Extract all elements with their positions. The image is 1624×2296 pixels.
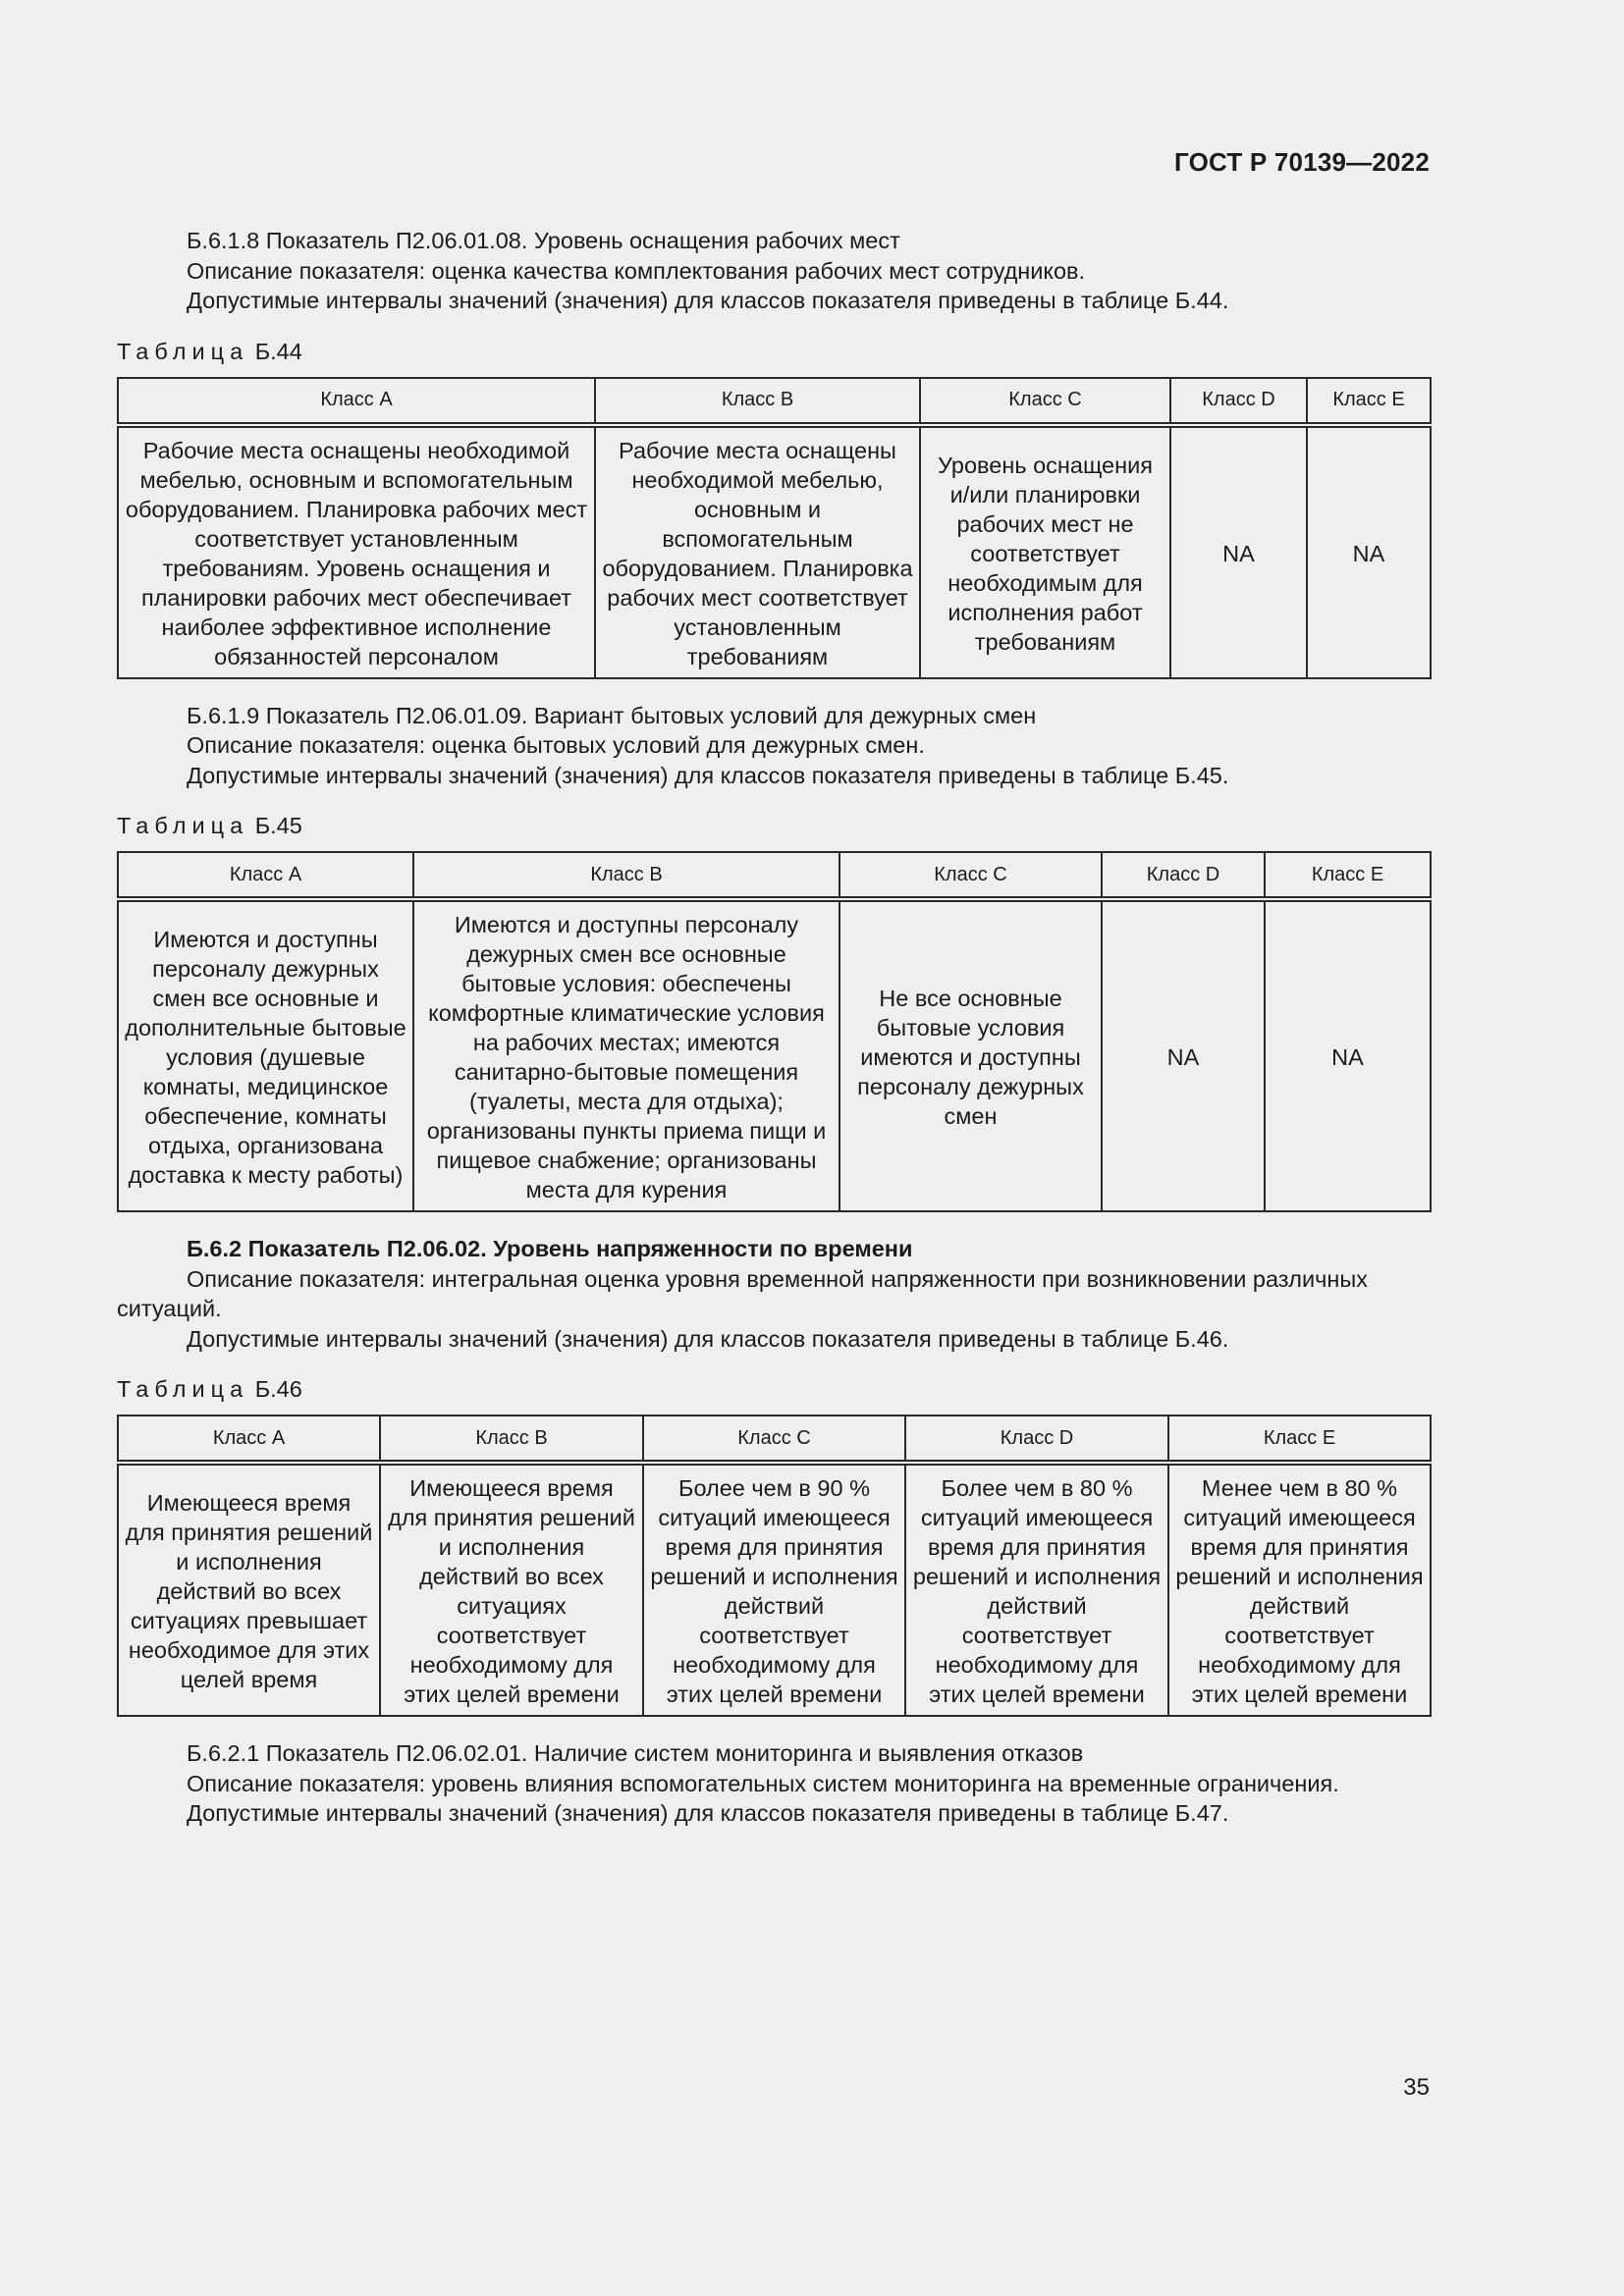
section-description: Описание показателя: интегральная оценка уровня временной напряженности при возникновении различных ситуаций. [117,1265,1368,1321]
column-header: Класс D [905,1415,1168,1463]
table-cell: Менее чем в 80 % ситуаций имеющееся время для принятия решений и исполнения действий соответствует необходимому для этих целей времени [1168,1463,1431,1716]
section-title: Б.6.1.9 Показатель П2.06.01.09. Вариант бытовых условий для дежурных смен [187,702,1037,728]
column-header: Класс B [413,852,839,899]
column-header: Класс A [118,1415,380,1463]
column-header: Класс D [1102,852,1265,899]
column-header: Класс C [643,1415,905,1463]
section-reference: Допустимые интервалы значений (значения) для классов показателя приведены в таблице Б.45. [187,762,1229,788]
table-row [118,425,1431,678]
table-cell: Рабочие места оснащены необходимой мебелью, основным и вспомогательным оборудованием. Планировка рабочих мест соответствует установленным требованиям. Уровень оснащения и планировки рабочих мест обеспечивает наиболее эффективное исполнение обязанностей персоналом [118,425,595,678]
section-description: Описание показателя: уровень влияния вспомогательных систем мониторинга на временные ограничения. [187,1770,1339,1796]
table-cell: Не все основные бытовые условия имеются и доступны персоналу дежурных смен [839,899,1102,1211]
section-title: Б.6.2.1 Показатель П2.06.02.01. Наличие систем мониторинга и выявления отказов [187,1740,1084,1766]
table-b44 [117,377,1432,679]
table-header-row [118,378,1431,425]
page-content [117,226,1430,1829]
table-header-row [118,1415,1431,1463]
table-cell: Имеются и доступны персоналу дежурных смен все основные и дополнительные бытовые условия (душевые комнаты, медицинское обеспечение, комнаты отдыха, организована доставка к месту работы) [118,899,413,1211]
table-cell: Имеющееся время для принятия решений и исполнения действий во всех ситуациях превышает необходимое для этих целей время [118,1463,380,1716]
page-number: 35 [1403,2074,1430,2101]
table-row [118,899,1431,1211]
column-header: Класс E [1265,852,1431,899]
table-b45 [117,851,1432,1212]
table-caption [117,1375,1430,1403]
table-cell: NA [1102,899,1265,1211]
table-caption-number: Б.45 [254,813,302,838]
section-description: Описание показателя: оценка качества комплектования рабочих мест сотрудников. [187,257,1086,284]
table-cell: NA [1265,899,1431,1211]
column-header: Класс E [1168,1415,1431,1463]
section-reference: Допустимые интервалы значений (значения) для классов показателя приведены в таблице Б.44. [187,288,1229,313]
column-header: Класс E [1307,378,1431,425]
table-cell: Уровень оснащения и/или планировки рабочих мест не соответствует необходимым для исполнения работ требованиям [920,425,1170,678]
table-caption-number: Б.44 [254,338,302,364]
table-caption-word: Таблица [117,813,249,838]
table-caption [117,338,1430,365]
table-cell: Рабочие места оснащены необходимой мебелью, основным и вспомогательным оборудованием. Планировка рабочих мест соответствует установленным требованиям [595,425,920,678]
section-reference: Допустимые интервалы значений (значения) для классов показателя приведены в таблице Б.47. [187,1800,1229,1826]
column-header: Класс C [920,378,1170,425]
column-header: Класс A [118,378,595,425]
column-header: Класс B [595,378,920,425]
table-cell: Имеющееся время для принятия решений и исполнения действий во всех ситуациях соответствует необходимому для этих целей времени [380,1463,643,1716]
column-header: Класс C [839,852,1102,899]
section-reference: Допустимые интервалы значений (значения) для классов показателя приведены в таблице Б.46. [187,1325,1229,1352]
table-cell: Имеются и доступны персоналу дежурных смен все основные бытовые условия: обеспечены комфортные климатические условия на рабочих местах; имеются санитарно-бытовые помещения (туалеты, места для отдыха); организованы пункты приема пищи и пищевое снабжение; организованы места для курения [413,899,839,1211]
table-cell: Более чем в 90 % ситуаций имеющееся время для принятия решений и исполнения действий соответствует необходимому для этих целей времени [643,1463,905,1716]
column-header: Класс B [380,1415,643,1463]
section-title: Б.6.1.8 Показатель П2.06.01.08. Уровень оснащения рабочих мест [187,228,900,253]
table-b46 [117,1415,1432,1717]
table-caption-word: Таблица [117,338,249,364]
table-caption-number: Б.46 [254,1376,302,1402]
table-cell: Более чем в 80 % ситуаций имеющееся время для принятия решений и исполнения действий соответствует необходимому для этих целей времени [905,1463,1168,1716]
section-description: Описание показателя: оценка бытовых условий для дежурных смен. [187,732,925,758]
section-title: Б.6.2 Показатель П2.06.02. Уровень напряженности по времени [187,1236,913,1261]
table-row [118,1463,1431,1716]
table-caption-word: Таблица [117,1376,249,1402]
document-code: ГОСТ Р 70139—2022 [1174,147,1430,177]
column-header: Класс A [118,852,413,899]
table-caption [117,812,1430,839]
table-header-row [118,852,1431,899]
column-header: Класс D [1170,378,1307,425]
table-cell: NA [1170,425,1307,678]
table-cell: NA [1307,425,1431,678]
